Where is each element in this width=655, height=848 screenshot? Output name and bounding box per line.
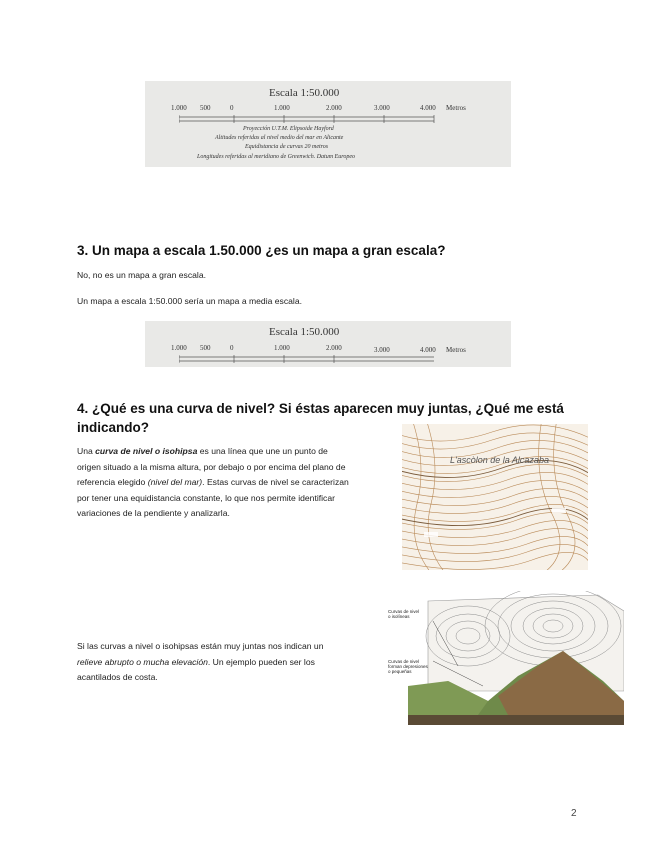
term: curva de nivel o isohipsa [95,446,198,456]
page-number: 2 [571,808,577,819]
text-line: por tener una equidistancia constante, lo que nos permite identificar [77,492,335,503]
scale-tick: 3.000 [374,104,390,112]
scale-tick: 0 [230,344,234,352]
scale-note: Longitudes referidas al meridiano de Greenwich. Datum Europeo [197,154,355,160]
text-line: referencia elegido (nivel del mar). Estas curvas de nivel se caracterizan [77,477,349,488]
section-3-answer: No, no es un mapa a gran escala. [77,270,206,280]
contour-block-diagram [388,591,624,725]
scale-tick: 500 [200,344,211,352]
definition-paragraph [77,444,392,522]
scale-ruler [179,355,439,363]
closing-paragraph [77,639,377,686]
heading-line: indicando? [77,420,149,435]
diagram-label: Curvas de nivel forman depresiones o pequeñas [388,659,428,674]
heading-line: 4. ¿Qué es una curva de nivel? Si éstas aparecen muy juntas, ¿Qué me está [77,401,564,416]
scale-tick: 1.000 [171,104,187,112]
scale-title: Escala 1:50.000 [269,326,340,338]
scale-tick: 2.000 [326,104,342,112]
text-line: origen situado a la misma altura, por debajo o por encima del plano de [77,461,346,472]
scale-note: Altitudes referidas al nivel medio del mar en Alicante [215,135,344,141]
text-line: relieve abrupto o mucha elevación. Un ejemplo pueden ser los [77,656,315,667]
block-diagram-illustration [388,591,624,725]
scale-bar-image-2 [145,321,511,367]
scale-unit: Metros [446,104,466,112]
section-3-heading: 3. Un mapa a escala 1.50.000 ¿es un mapa a gran escala? [77,243,446,258]
diagram-label: Curvas de nivel o isolíneas [388,609,420,619]
scale-ruler [179,115,439,123]
section-3-explanation: Un mapa a escala 1:50.000 sería un mapa a media escala. [77,296,303,306]
text-line: Si las curvas a nivel o isohipsas están muy juntas nos indican un [77,641,324,651]
scale-unit: Metros [446,346,466,354]
text-line: acantilados de costa. [77,672,158,683]
scale-tick: 4.000 [420,346,436,354]
scale-note: Equidistancia de curvas 20 metros [245,144,329,150]
text-line: Una curva de nivel o isohipsa es una línea que une un punto de [77,446,328,456]
scale-tick: 2.000 [326,344,342,352]
scale-tick: 4.000 [420,104,436,112]
topographic-map-image [402,424,588,570]
map-label: L'ascòlon de la Alcazaba [450,455,549,465]
scale-tick: 3.000 [374,346,390,354]
scale-tick: 0 [230,104,234,112]
scale-tick: 1.000 [171,344,187,352]
text-line: variaciones de la pendiente y analizarla. [77,508,230,519]
scale-tick: 500 [200,104,211,112]
scale-tick: 1.000 [274,104,290,112]
scale-tick: 1.000 [274,344,290,352]
scale-bar-image-1 [145,81,511,167]
contour-lines [402,424,588,570]
scale-note: Proyección U.T.M. Elipsoide Hayford [243,126,334,132]
scale-title: Escala 1:50.000 [269,87,340,99]
